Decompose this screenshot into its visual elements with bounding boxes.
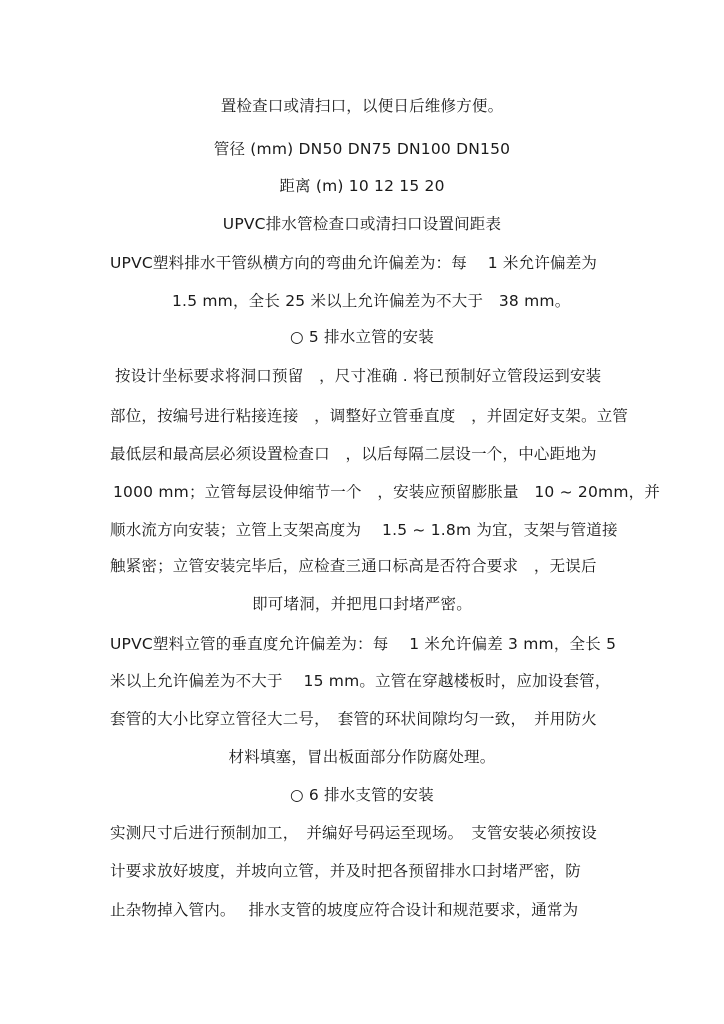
text-line-20: 实测尺寸后进行预制加工， 并编好号码运至现场。 支管安装必须按设 <box>110 824 597 842</box>
text-line-5: UPVC塑料排水干管纵横方向的弯曲允许偏差为：每 1 米允许偏差为 <box>110 254 598 272</box>
text-line-6: 1.5 mm，全长 25 米以上允许偏差为不大于 38 mm。 <box>172 292 571 310</box>
text-line-15: UPVC塑料立管的垂直度允许偏差为：每 1 米允许偏差 3 mm，全长 5 <box>110 635 617 653</box>
text-line-13: 触紧密；立管安装完毕后，应检查三通口标高是否符合要求 ，无误后 <box>110 557 597 575</box>
text-line-16: 米以上允许偏差为不大于 15 mm。立管在穿越楼板时，应加设套管， <box>110 672 611 690</box>
text-line-1: 置检查口或清扫口，以便日后维修方便。 <box>220 97 504 115</box>
section-heading-6: ○ 6 排水支管的安装 <box>290 786 434 804</box>
text-line-14: 即可堵洞，并把甩口封堵严密。 <box>252 595 472 613</box>
section-heading-5: ○ 5 排水立管的安装 <box>290 328 434 346</box>
text-line-10: 最低层和最高层必须设置检查口 ，以后每隔二层设一个，中心距地为 <box>110 445 597 463</box>
text-line-11: 1000 mm；立管每层设伸缩节一个 ，安装应预留膨胀量 10 ~ 20mm，并 <box>113 483 661 501</box>
text-line-18: 材料填塞，冒出板面部分作防腐处理。 <box>228 748 496 766</box>
text-line-12: 顺水流方向安装；立管上支架高度为 1.5 ~ 1.8m 为宜，支架与管道接 <box>110 521 618 539</box>
text-line-21: 计要求放好坡度，并坡向立管，并及时把各预留排水口封堵严密，防 <box>110 862 582 880</box>
text-line-8: 按设计坐标要求将洞口预留 ，尺寸准确 . 将已预制好立管段运到安装 <box>115 367 602 385</box>
text-line-22: 止杂物掉入管内。 排水支管的坡度应符合设计和规范要求，通常为 <box>110 901 579 919</box>
table-row-pipe-diameter: 管径 (mm) DN50 DN75 DN100 DN150 <box>213 140 511 158</box>
table-row-distance: 距离 (m) 10 12 15 20 <box>279 177 445 195</box>
text-line-17: 套管的大小比穿立管径大二号， 套管的环状间隙均匀一致， 并用防火 <box>110 710 597 728</box>
table-caption: UPVC排水管检查口或清扫口设置间距表 <box>222 215 502 233</box>
text-line-9: 部位，按编号进行粘接连接 ，调整好立管垂直度 ，并固定好支架。立管 <box>110 407 629 425</box>
